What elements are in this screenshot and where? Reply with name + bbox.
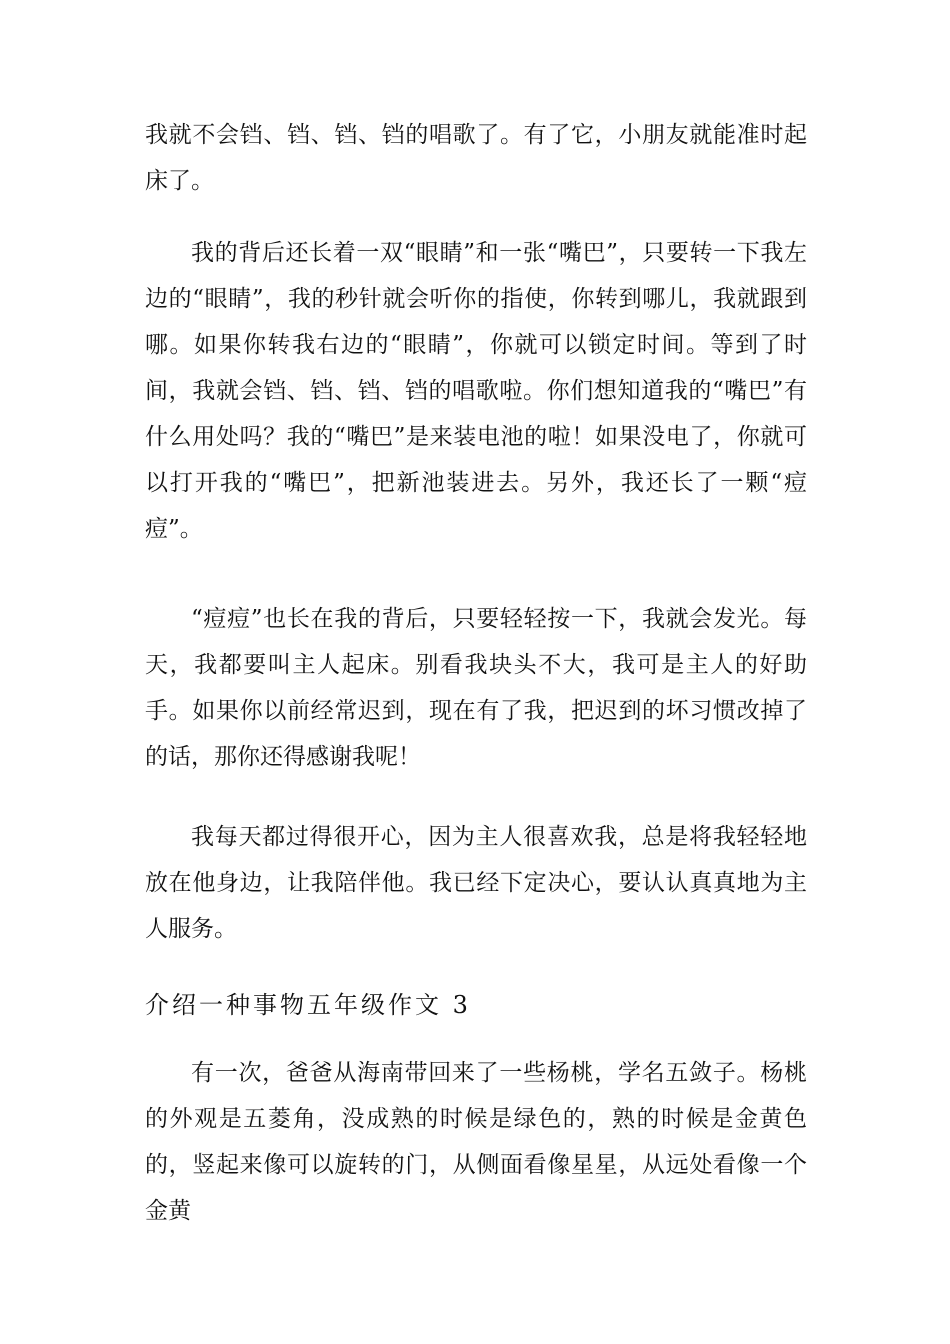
paragraph-happy-everyday: 我每天都过得很开心，因为主人很喜欢我，总是将我轻轻地放在他身边，让我陪伴他。我已经下定决心，要认认真真地为主人服务。 — [145, 824, 807, 942]
paragraph-eyes-and-mouth: 我的背后还长着一双“眼睛”和一张“嘴巴”，只要转一下我左边的“眼睛”，我的秒针就会听你的指使，你转到哪儿，我就跟到哪。如果你转我右边的“眼睛”，你就可以锁定时间。等到了时间，我就会铛、铛、铛、铛的唱歌啦。你们想知道我的“嘴巴”有什么用处吗？我的“嘴巴”是来装电池的啦！如果没电了，你就可以打开我的“嘴巴”，把新池装进去。另外，我还长了一颗“痘痘”。 — [145, 240, 807, 542]
essay-heading: 介绍一种事物五年级作文 3 — [145, 991, 471, 1019]
paragraph-alarm-clock-intro-end: 我就不会铛、铛、铛、铛的唱歌了。有了它，小朋友就能准时起床了。 — [145, 122, 807, 194]
paragraph-pimple-light: “痘痘”也长在我的背后，只要轻轻按一下，我就会发光。每天，我都要叫主人起床。别看我块头不大，我可是主人的好助手。如果你以前经常迟到，现在有了我，把迟到的坏习惯改掉了的话，那你还得感谢我呢！ — [145, 606, 807, 770]
paragraph-starfruit: 有一次，爸爸从海南带回来了一些杨桃，学名五敛子。杨桃的外观是五菱角，没成熟的时候是绿色的，熟的时候是金黄色的，竖起来像可以旋转的门，从侧面看像星星，从远处看像一个金黄 — [145, 1060, 807, 1224]
